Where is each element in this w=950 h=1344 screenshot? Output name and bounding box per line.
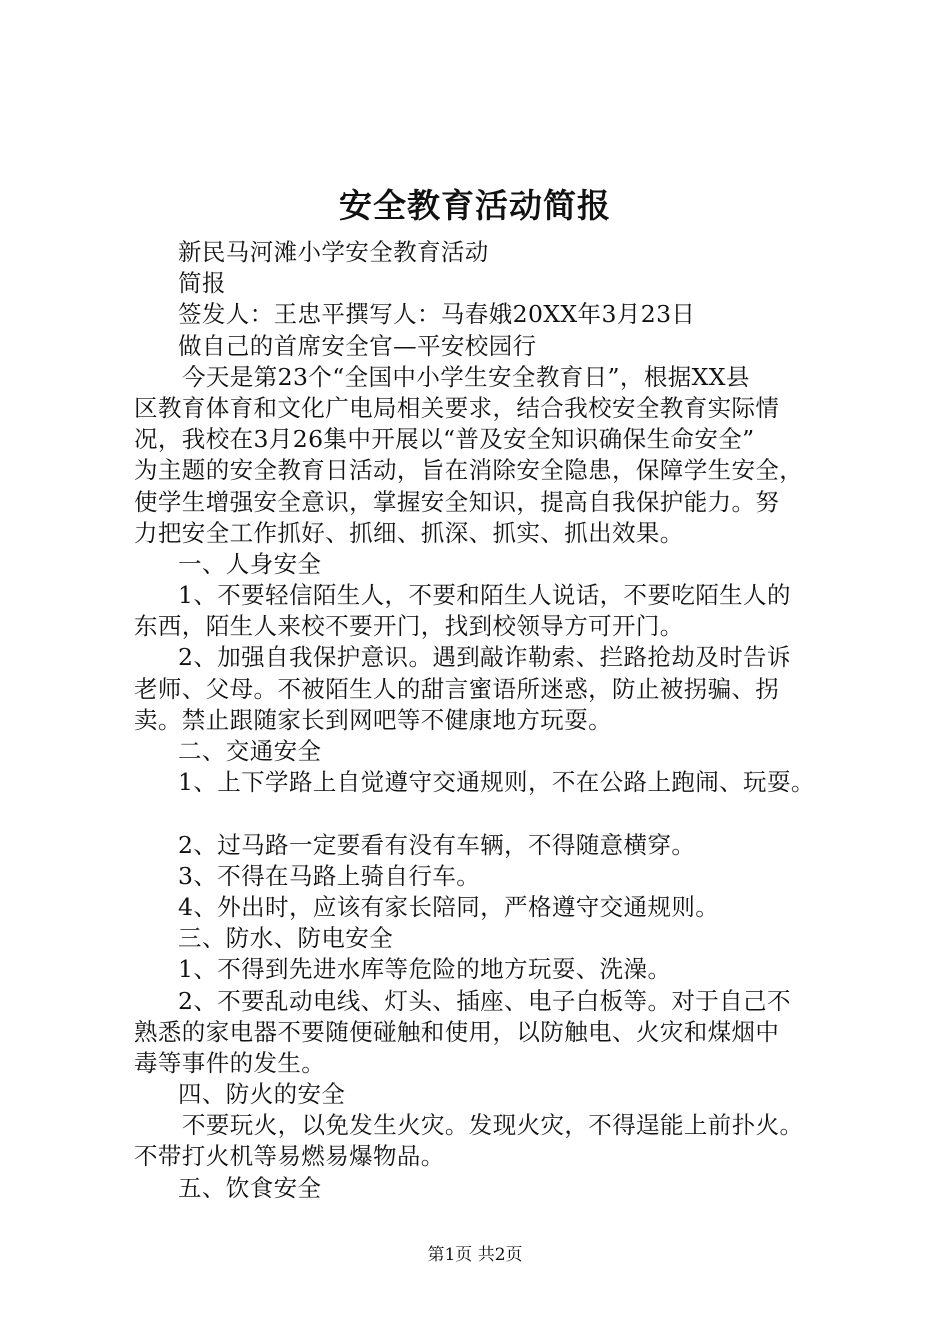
text-line: 2、过马路一定要看有没有车辆，不得随意横穿。 xyxy=(178,830,696,859)
document-body xyxy=(134,237,854,1204)
text-line: 1、不得到先进水库等危险的地方玩耍、洗澡。 xyxy=(178,955,672,984)
text-line: 做自己的首席安全官—平安校园行 xyxy=(178,331,537,360)
page-title: 安全教育活动简报 xyxy=(339,186,611,225)
text-line: 2、不要乱动电线、灯头、插座、电子白板等。对于自己不 xyxy=(178,986,791,1015)
text-line: 一、人身安全 xyxy=(178,549,322,578)
text-line: 五、饮食安全 xyxy=(178,1173,322,1202)
text-line: 区教育体育和文化广电局相关要求，结合我校安全教育实际情 xyxy=(134,393,780,422)
text-line: 三、防水、防电安全 xyxy=(178,924,394,953)
text-line: 4、外出时，应该有家长陪同，严格遵守交通规则。 xyxy=(178,892,720,921)
text-line: 2、加强自我保护意识。遇到敲诈勒索、拦路抢劫及时告诉 xyxy=(178,643,791,672)
text-line: 不要玩火，以免发生火灾。发现火灾，不得逞能上前扑火。 xyxy=(182,1111,804,1140)
text-line: 新民马河滩小学安全教育活动 xyxy=(178,238,489,266)
text-line: 不带打火机等易燃易爆物品。 xyxy=(134,1142,445,1171)
text-line: 四、防火的安全 xyxy=(178,1080,346,1109)
text-line: 力把安全工作抓好、抓细、抓深、抓实、抓出效果。 xyxy=(134,518,684,547)
text-line: 老师、父母。不被陌生人的甜言蜜语所迷惑，防止被拐骗、拐 xyxy=(134,674,780,703)
text-line xyxy=(134,798,854,829)
text-line: 为主题的安全教育日活动，旨在消除安全隐患，保障学生安全， xyxy=(134,456,804,485)
text-line: 3、不得在马路上骑自行车。 xyxy=(178,861,481,890)
text-line: 卖。禁止跟随家长到网吧等不健康地方玩耍。 xyxy=(134,705,612,734)
text-line: 况，我校在3月26集中开展以“普及安全知识确保生命安全” xyxy=(134,425,755,454)
text-line: 1、不要轻信陌生人，不要和陌生人说话，不要吃陌生人的 xyxy=(178,581,791,610)
text-line: 简报 xyxy=(178,269,226,298)
text-line: 毒等事件的发生。 xyxy=(134,1048,326,1077)
text-line: 二、交通安全 xyxy=(178,737,322,765)
page-footer: 第1页 共2页 xyxy=(427,1245,523,1265)
text-line: 1、上下学路上自觉遵守交通规则，不在公路上跑闹、玩耍。 xyxy=(178,768,815,797)
text-line: 使学生增强安全意识，掌握安全知识，提高自我保护能力。努 xyxy=(134,487,780,516)
text-line: 今天是第23个“全国中小学生安全教育日”，根据XX县 xyxy=(182,362,750,391)
text-line: 熟悉的家电器不要随便碰触和使用，以防触电、火灾和煤烟中 xyxy=(134,1017,780,1046)
text-line: 签发人：王忠平撰写人：马春娥20XX年3月23日 xyxy=(178,300,696,329)
text-line: 东西，陌生人来校不要开门，找到校领导方可开门。 xyxy=(134,612,684,641)
